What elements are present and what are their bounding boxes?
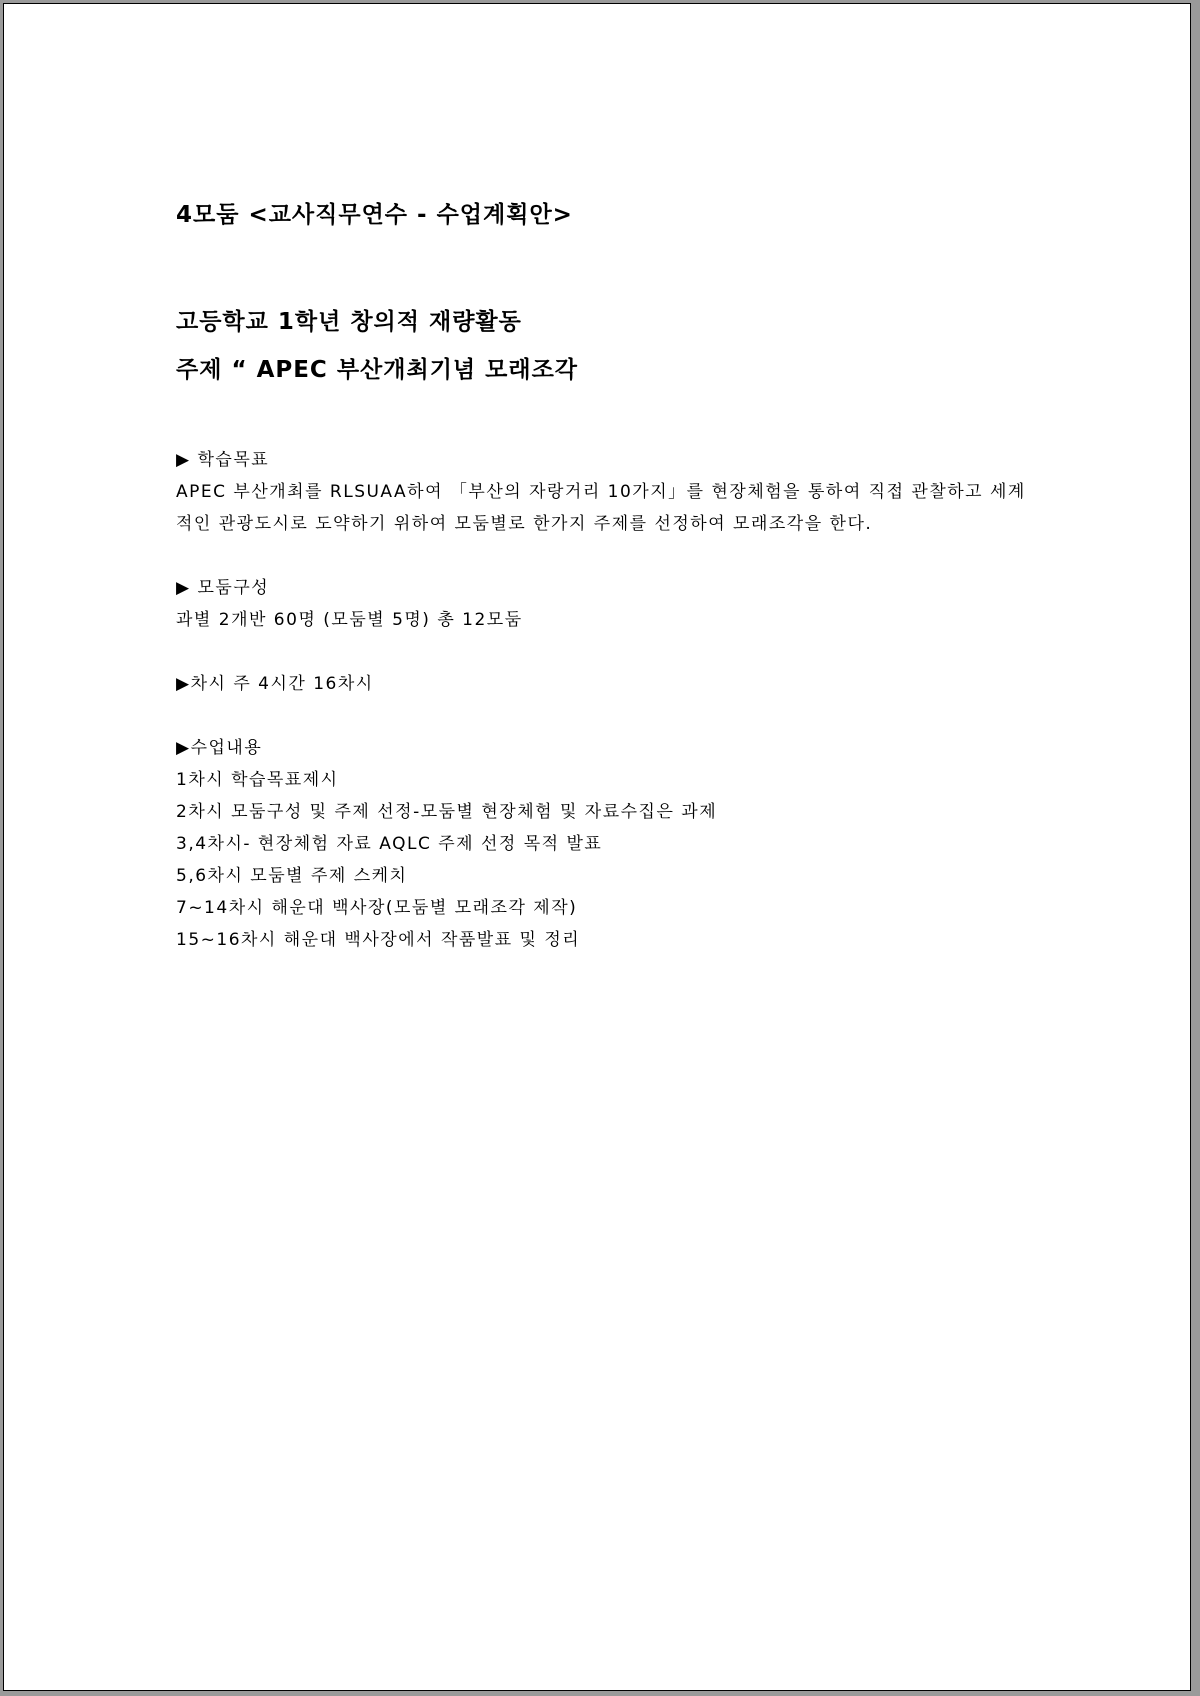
lesson-content-item: 2차시 모둠구성 및 주제 선정-모둠별 현장체험 및 자료수집은 과제 [176,802,718,822]
document-page [3,3,1191,1691]
subtitle-grade: 고등학교 1학년 창의적 재량활동 [176,309,522,335]
subtitle-topic: 주제 “ APEC 부산개최기념 모래조각 [176,357,579,383]
lesson-content-item: 1차시 학습목표제시 [176,770,339,790]
group-composition-text: 과별 2개반 60명 (모둠별 5명) 총 12모둠 [176,610,523,630]
lesson-content-item: 3,4차시- 현장체험 자료 AQLC 주제 선정 목적 발표 [176,834,603,854]
lesson-content-item: 5,6차시 모둠별 주제 스케치 [176,866,408,886]
section-lesson-content [176,732,1036,956]
learning-goal-text: APEC 부산개최를 RLSUAA하여 「부산의 자랑거리 10가지」를 현장체험을 통하여 직접 관찰하고 세계적인 관광도시로 도약하기 위하여 모둠별로 한가지 주제를 선정하여 모래조각을 한다. [176,482,1026,534]
document-body [176,444,1036,988]
lesson-content-item: 7~14차시 해운대 백사장(모둠별 모래조각 제작) [176,898,578,918]
page-title: 4모둠 <교사직무연수 - 수업계획안> [176,202,573,228]
section-sessions [176,668,1036,700]
lesson-content-heading: ▶수업내용 [176,738,263,758]
section-learning-goal [176,444,1036,540]
group-composition-heading: ▶ 모둠구성 [176,578,270,598]
section-group-composition [176,572,1036,636]
learning-goal-heading: ▶ 학습목표 [176,450,270,470]
title-block [176,196,573,229]
sessions-heading: ▶차시 주 4시간 16차시 [176,674,374,694]
subtitle-block [176,298,578,394]
lesson-content-item: 15~16차시 해운대 백사장에서 작품발표 및 정리 [176,930,581,950]
